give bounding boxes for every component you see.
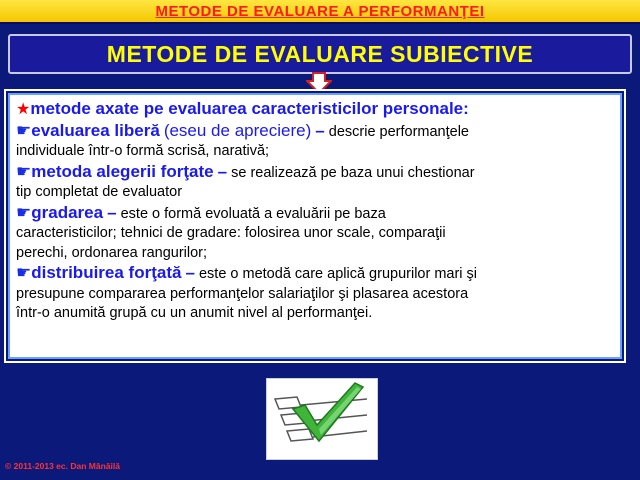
item-term: evaluarea liberă (31, 120, 160, 140)
item-desc: descrie performanţele (328, 123, 470, 140)
item-term: gradarea (31, 202, 104, 222)
list-item (16, 203, 614, 225)
star-icon: ★ (16, 101, 31, 118)
content-box (8, 93, 622, 359)
item-desc: se realizează pe baza unui chestionar (231, 164, 475, 181)
copyright-text: © 2011-2013 ec. Dan Mânăilă (5, 461, 120, 471)
checkbox-checkmark-icon (267, 379, 377, 459)
list-item (16, 263, 614, 285)
item-desc: este o formă evoluată a evaluării pe baza (120, 205, 386, 222)
item-desc: este o metodă care aplică grupurilor mari şi (198, 266, 478, 282)
item-dash: – (185, 263, 195, 282)
item-desc-continued: caracteristicilor; tehnici de gradare: folosirea unor scale, comparaţii (16, 225, 446, 241)
top-banner (0, 0, 640, 24)
item-desc-continued: individuale într-o formă scrisă, narativă; (16, 143, 270, 159)
banner-title: METODE DE EVALUARE A PERFORMANŢEI (155, 2, 485, 20)
slide-title: METODE DE EVALUARE SUBIECTIVE (106, 40, 534, 67)
item-desc-continued: tip completat de evaluator (16, 184, 183, 200)
intro-line (16, 99, 614, 121)
item-term: metoda alegerii forţate (31, 161, 214, 181)
list-item (16, 121, 614, 143)
checkbox-checkmark-image (266, 378, 378, 460)
item-term: distribuirea forţată (31, 263, 182, 282)
pointing-hand-icon: ☛ (16, 120, 32, 140)
item-term-note: (eseu de apreciere) (163, 120, 312, 140)
item-desc-continued: într-o anumită grupă cu un anumit nivel al performanţei. (16, 305, 373, 321)
item-desc-continued: perechi, ordonarea rangurilor; (16, 244, 208, 261)
item-desc-continued: presupune compararea performanţelor salariaţilor şi plasarea acestora (16, 285, 469, 302)
item-dash: – (315, 120, 325, 140)
slide-title-bar (8, 34, 632, 74)
item-dash: – (107, 202, 117, 222)
pointing-hand-icon: ☛ (16, 161, 32, 181)
pointing-hand-icon: ☛ (16, 263, 32, 282)
intro-text: metode axate pe evaluarea caracteristicilor personale: (30, 99, 469, 118)
pointing-hand-icon: ☛ (16, 202, 32, 222)
down-arrow-icon (306, 72, 332, 94)
item-dash: – (217, 161, 228, 181)
list-item (16, 162, 614, 184)
